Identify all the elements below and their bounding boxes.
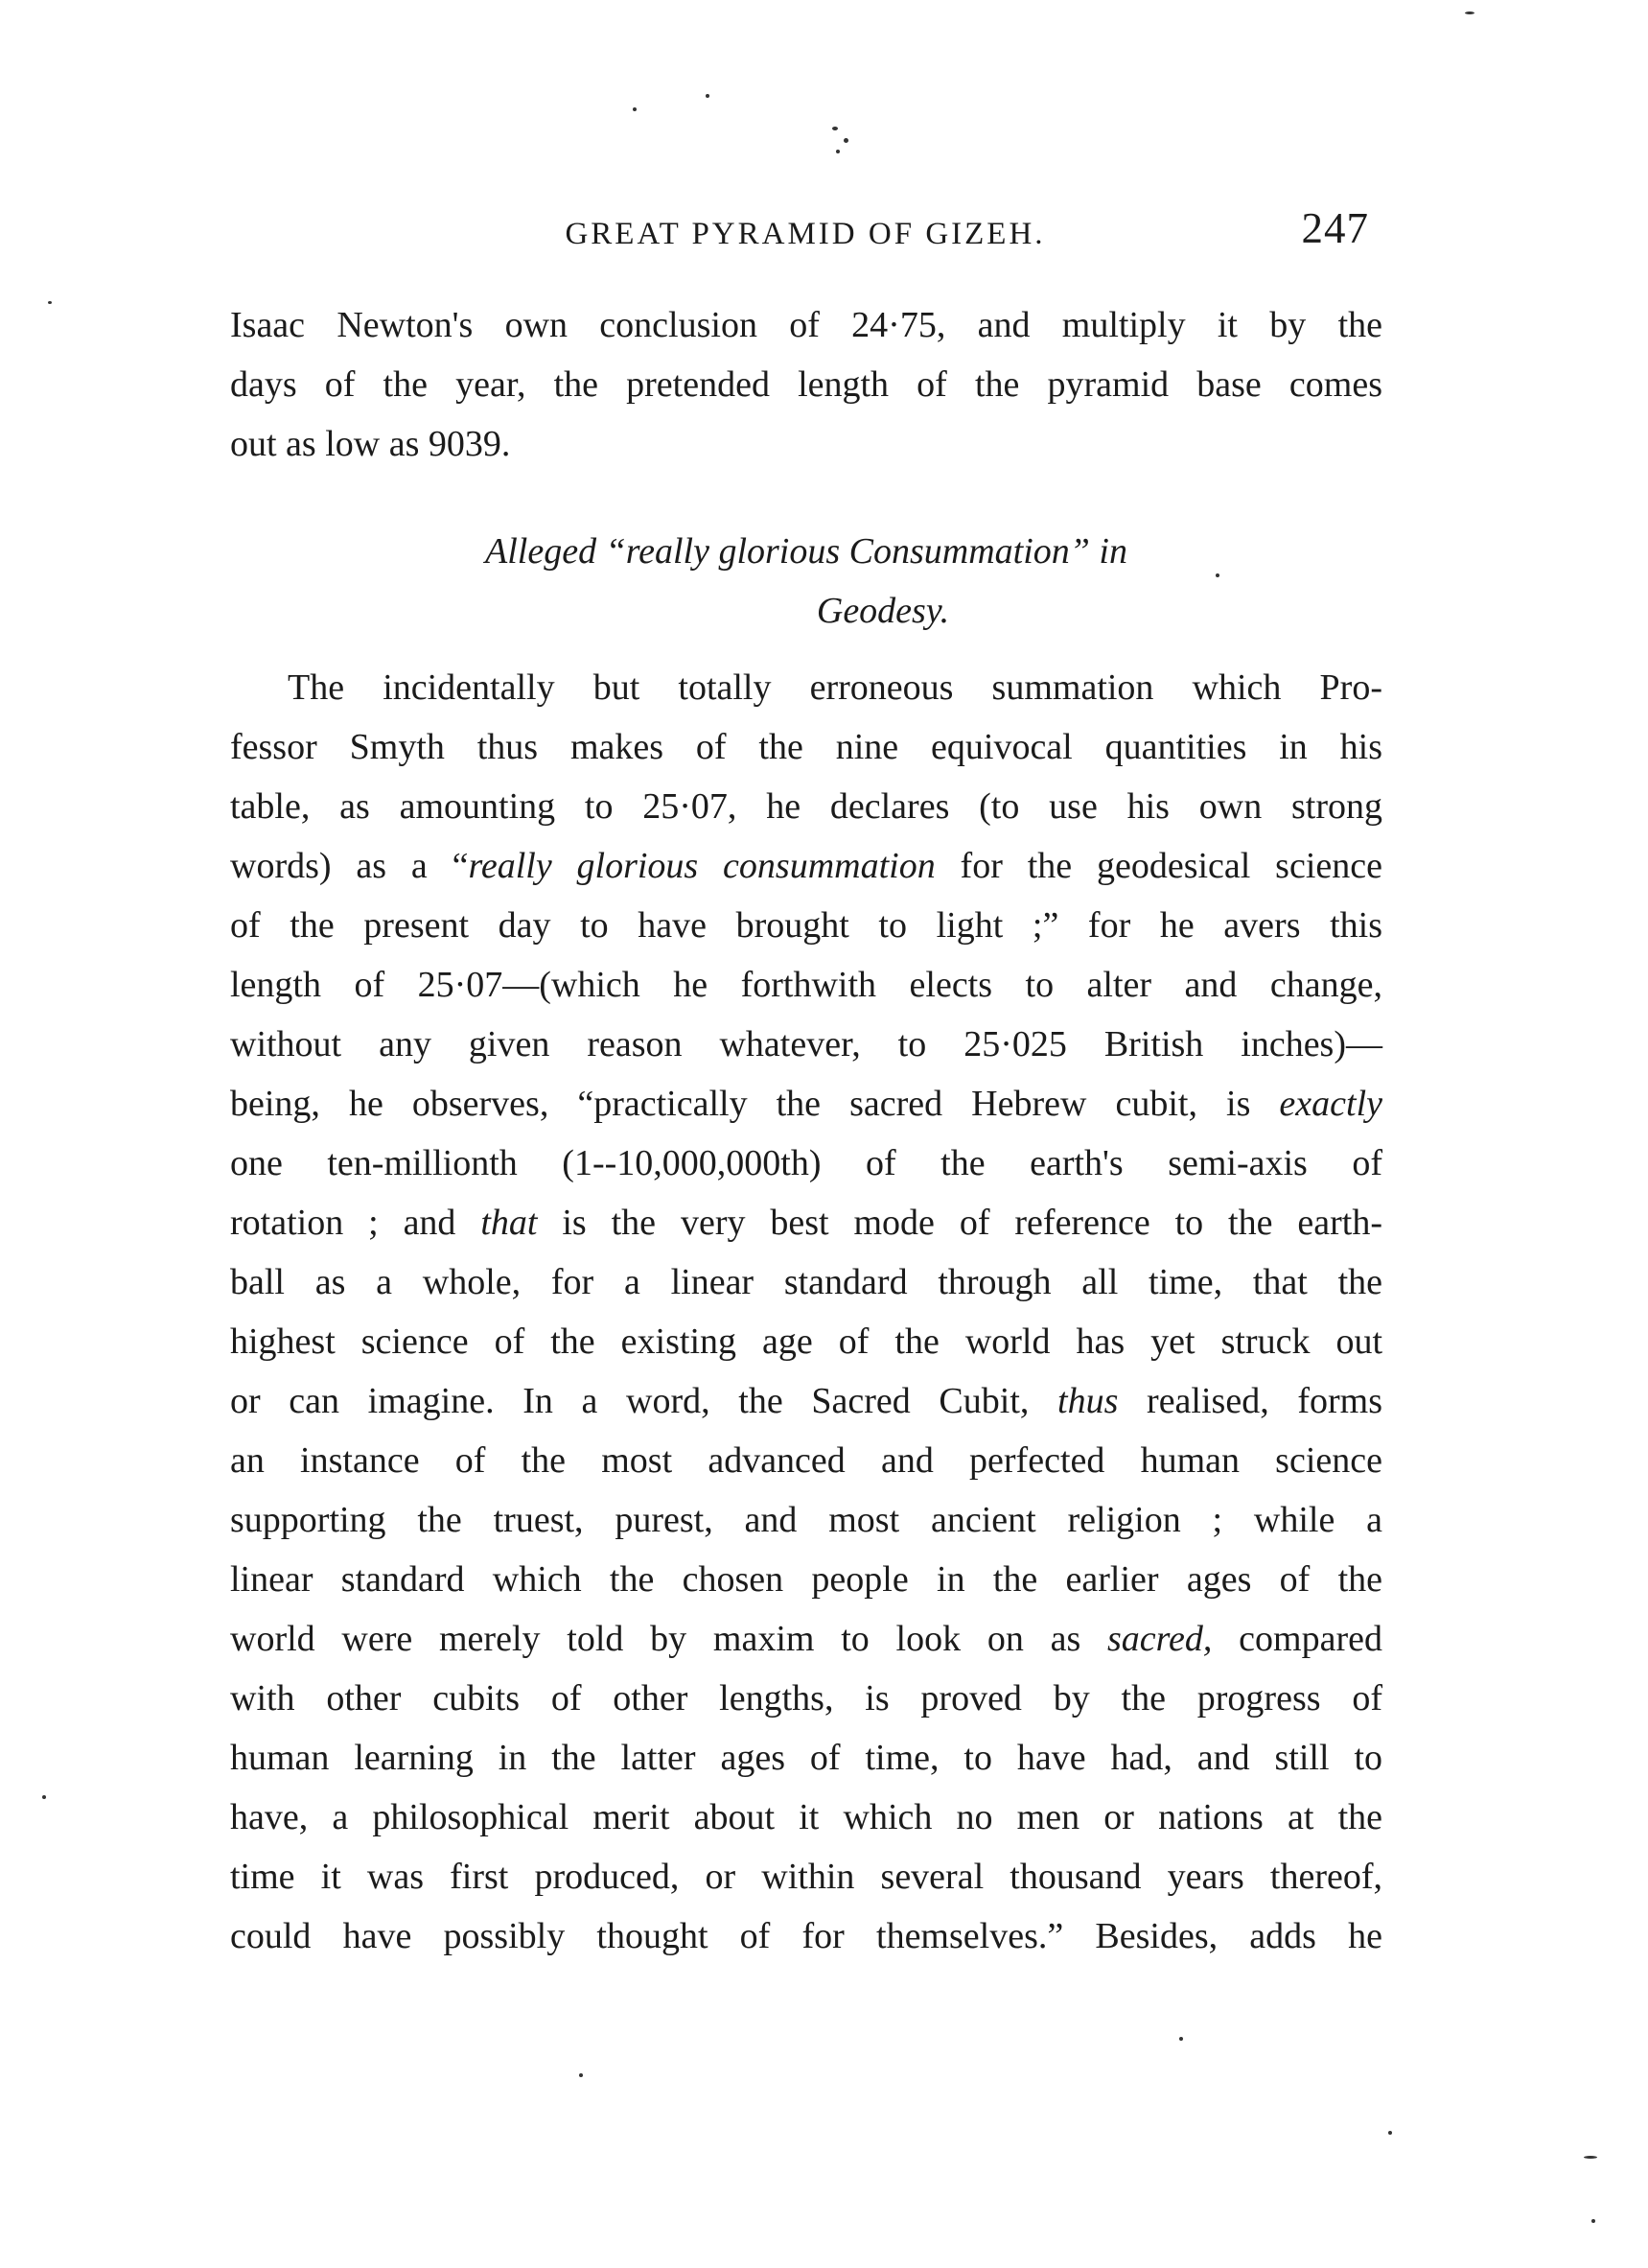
italic-phrase: sacred, [1107,1619,1213,1659]
text-line: ball as a whole, for a linear standard through all time, that the [230,1262,1382,1302]
italic-phrase: that [480,1203,538,1243]
body-paragraph [230,658,1382,1966]
text-line: one ten-millionth (1--10,000,000th) of the earth's semi-axis of [230,1143,1382,1183]
running-head [230,203,1381,261]
scan-speck [579,2073,583,2077]
text-line: an instance of the most advanced and perfected human science [230,1440,1382,1481]
section-heading [230,522,1382,641]
text-line: Isaac Newton's own conclusion of 24·75, and multiply it by the [230,305,1382,345]
text-line: length of 25·07—(which he forthwith elects to alter and change, [230,965,1382,1005]
text-run: words) as a “ [230,846,469,886]
text-line: highest science of the existing age of the world has yet struck out [230,1321,1382,1362]
text-line: human learning in the latter ages of time, to have had, and still to [230,1738,1382,1778]
text-line: The incidentally but totally erroneous summation which Pro- [288,667,1382,708]
scan-speck [1179,2037,1183,2041]
text-line: fessor Smyth thus makes of the nine equivocal quantities in his [230,727,1382,767]
scan-speck [48,301,52,304]
scan-speck [1465,12,1474,14]
text-line: time it was first produced, or within several thousand years thereof, [230,1857,1382,1897]
italic-phrase: thus [1057,1381,1119,1421]
running-title: GREAT PYRAMID OF GIZEH. [565,217,1046,251]
text-line: without any given reason whatever, to 25·025 British inches)— [230,1024,1382,1064]
text-run: realised, forms [1118,1381,1382,1421]
scan-speck [633,107,637,111]
text-run: for the geodesical science [935,846,1382,886]
scan-speck [844,138,848,143]
text-line: have, a philosophical merit about it which no men or nations at the [230,1797,1382,1837]
text-line: could have possibly thought of for themselves.” Besides, adds he [230,1916,1382,1956]
scan-speck [1388,2131,1392,2135]
scan-speck [706,94,709,98]
text-run: world were merely told by maxim to look on as [230,1619,1108,1659]
section-heading-line: Alleged “really glorious Consummation” in [485,531,1127,572]
section-heading-line: Geodesy. [816,591,950,631]
italic-phrase: exactly [1279,1084,1382,1124]
scan-speck [1591,2219,1595,2223]
text-line [230,1193,1382,1252]
scan-speck [42,1795,46,1799]
text-line: supporting the truest, purest, and most ancient religion ; while a [230,1500,1382,1540]
scan-speck [832,127,838,130]
text-line [230,836,1382,896]
opening-paragraph [230,295,1382,474]
italic-phrase: really glorious consummation [468,846,936,886]
page-number: 247 [1301,204,1369,252]
text-run: or can imagine. In a word, the Sacred Cubit, [230,1381,1058,1421]
text-line: with other cubits of other lengths, is proved by the progress of [230,1678,1382,1719]
text-line [230,1371,1382,1431]
scan-speck [1584,2156,1597,2159]
text-line: table, as amounting to 25·07, he declares (to use his own strong [230,786,1382,827]
text-line: linear standard which the chosen people in the earlier ages of the [230,1559,1382,1600]
text-line: of the present day to have brought to light ;” for he avers this [230,905,1382,946]
text-run: being, he observes, “practically the sacred Hebrew cubit, is [230,1084,1280,1124]
text-line [230,1609,1382,1669]
text-line: days of the year, the pretended length of the pyramid base comes [230,364,1382,405]
text-run: rotation ; and [230,1203,481,1243]
text-run: is the very best mode of reference to the earth- [537,1203,1382,1243]
text-line [230,1074,1382,1134]
text-run: compared [1212,1619,1382,1659]
scan-speck [836,150,840,153]
text-line: out as low as 9039. [230,424,511,464]
